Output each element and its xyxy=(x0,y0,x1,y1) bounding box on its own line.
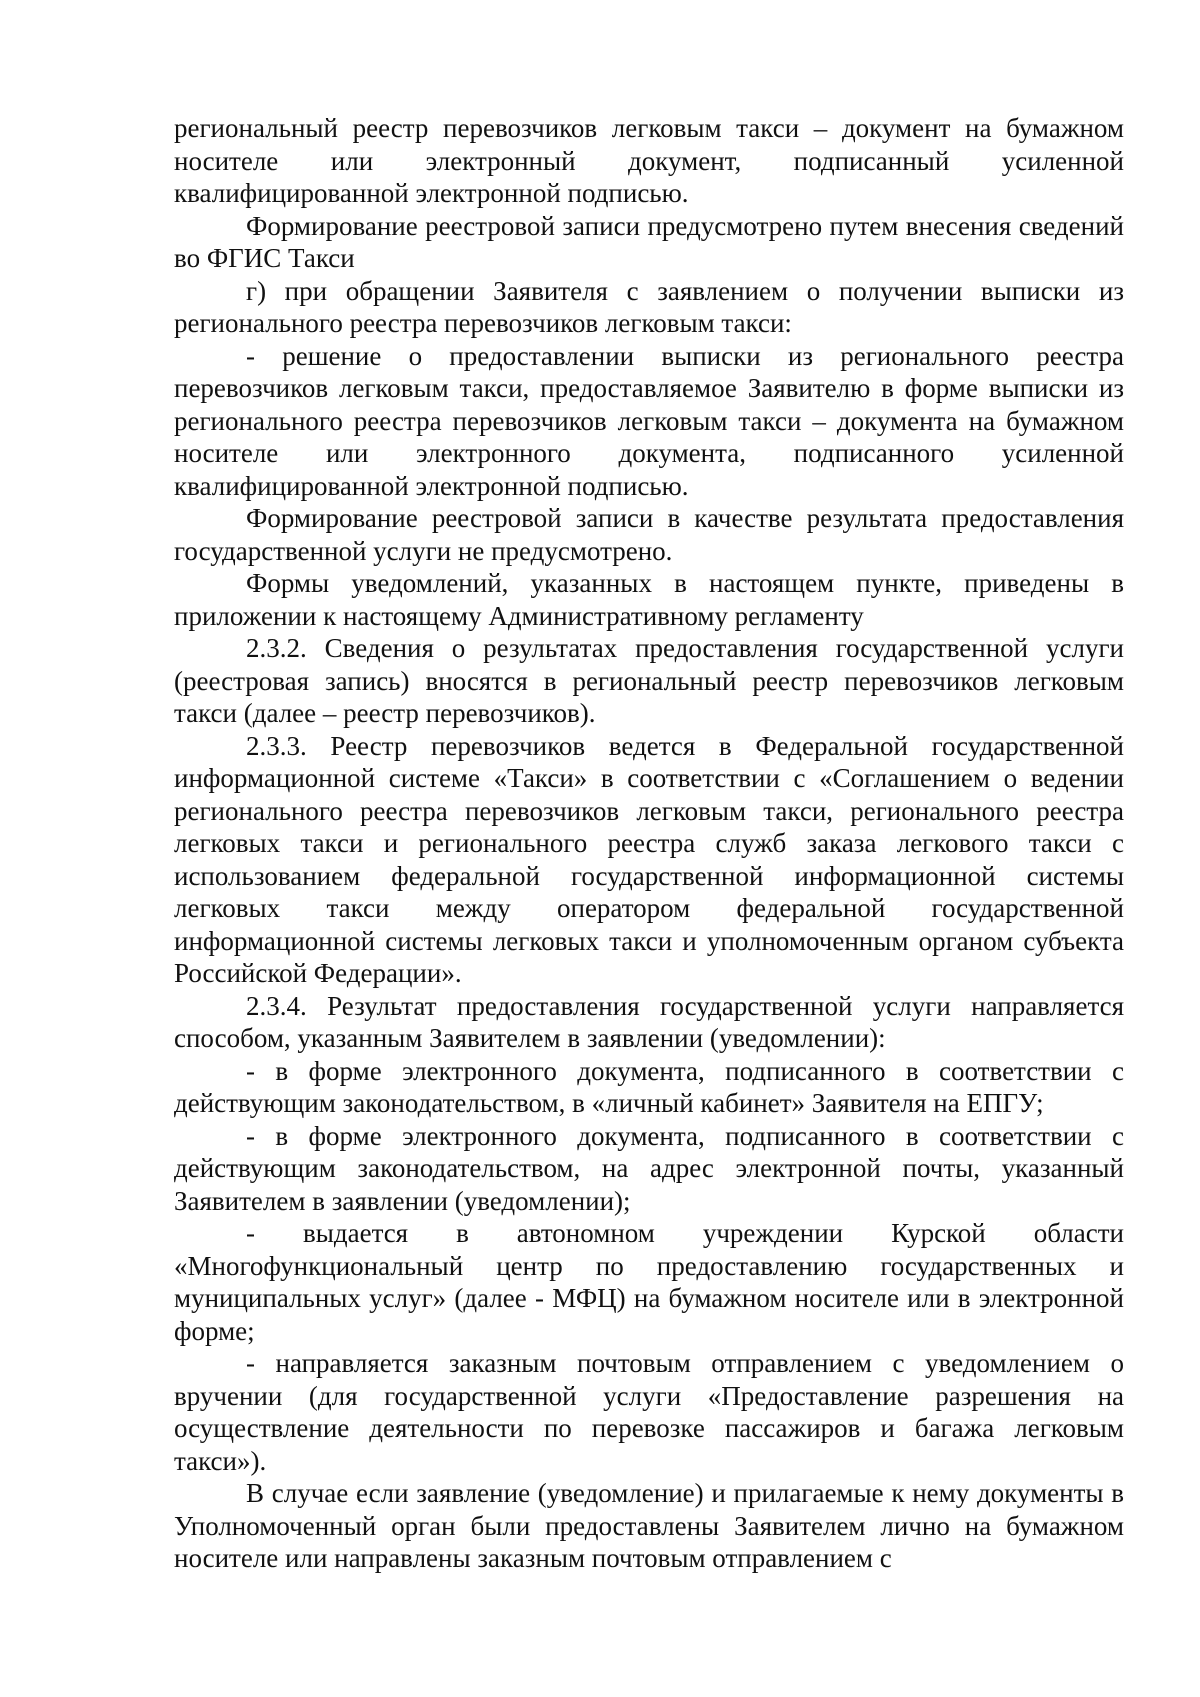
paragraph-2-3-4: 2.3.4. Результат предоставления государственной услуги направляется способом, указанным Заявителем в заявлении (уведомлении): xyxy=(174,990,1124,1053)
paragraph-extract-decision: - решение о предоставлении выписки из регионального реестра перевозчиков легковым такси, предоставляемое Заявителю в форме выписки из регионального реестра перевозчиков легковым такси – документа на бумажном носителе или электронного документа, подписанного усиленной квалифицированной электронной подписью. xyxy=(174,340,1124,501)
paragraph-extract-request: г) при обращении Заявителя с заявлением о получении выписки из регионального реестра перевозчиков легковым такси: xyxy=(174,275,1124,338)
paragraph-notification-forms: Формы уведомлений, указанных в настоящем пункте, приведены в приложении к настоящему Административному регламенту xyxy=(174,568,1124,631)
paragraph-2-3-2: 2.3.2. Сведения о результатах предоставления государственной услуги (реестровая запись) вносятся в региональный реестр перевозчиков легковым такси (далее – реестр перевозчиков). xyxy=(174,633,1124,728)
paragraph-registry-record-not-provided: Формирование реестровой записи в качестве результата предоставления государственной услуги не предусмотрено. xyxy=(174,503,1124,566)
paragraph-paper-submission: В случае если заявление (уведомление) и прилагаемые к нему документы в Уполномоченный орган были предоставлены Заявителем лично на бумажном носителе или направлены заказным почтовым отправлением с xyxy=(174,1478,1124,1573)
list-item-email: - в форме электронного документа, подписанного в соответствии с действующим законодательством, на адрес электронной почты, указанный Заявителем в заявлении (уведомлении); xyxy=(174,1120,1124,1216)
list-item-registered-mail: - направляется заказным почтовым отправлением с уведомлением о вручении (для государственной услуги «Предоставление разрешения на осуществление деятельности по перевозке пассажиров и багажа легковым такси»). xyxy=(174,1348,1124,1476)
paragraph-registry-document: региональный реестр перевозчиков легковым такси – документ на бумажном носителе или электронный документ, подписанный усиленной квалифицированной электронной подписью. xyxy=(174,113,1124,208)
document-page xyxy=(174,112,1124,1575)
paragraph-2-3-3: 2.3.3. Реестр перевозчиков ведется в Федеральной государственной информационной системе «Такси» в соответствии с «Соглашением о ведении регионального реестра перевозчиков легковым такси, регионального реестра легковых такси и регионального реестра служб заказа легкового такси с использованием федеральной государственной информационной системы легковых такси между оператором федеральной государственной информационной системы легковых такси и уполномоченным органом субъекта Российской Федерации». xyxy=(174,730,1124,988)
paragraph-registry-record-fgis: Формирование реестровой записи предусмотрено путем внесения сведений во ФГИС Такси xyxy=(174,210,1124,273)
list-item-mfc: - выдается в автономном учреждении Курской области «Многофункциональный центр по предоставлению государственных и муниципальных услуг» (далее - МФЦ) на бумажном носителе или в электронной форме; xyxy=(174,1218,1124,1346)
list-item-epgu-cabinet: - в форме электронного документа, подписанного в соответствии с действующим законодательством, в «личный кабинет» Заявителя на ЕПГУ; xyxy=(174,1055,1124,1118)
